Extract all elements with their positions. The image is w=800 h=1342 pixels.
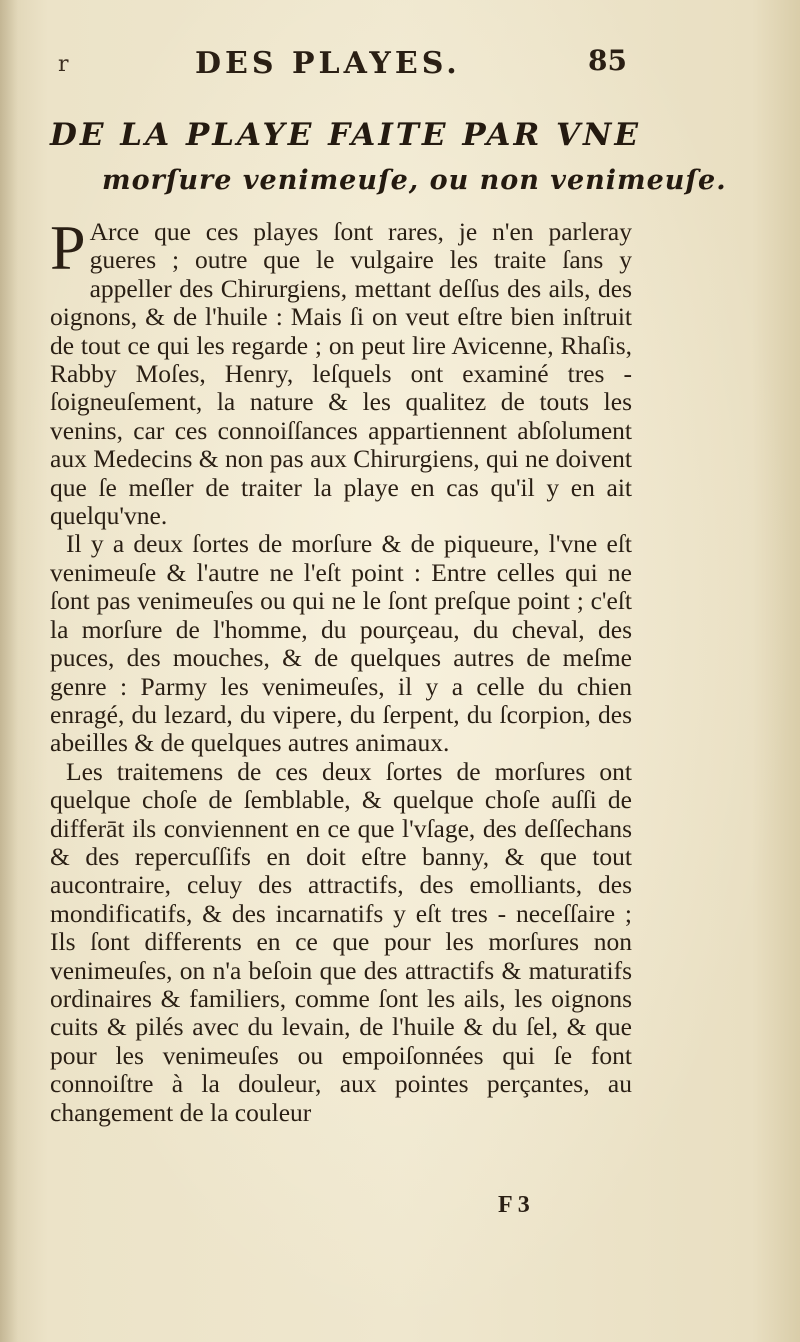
gutter-shadow	[0, 0, 18, 1342]
corner-mark: r	[58, 52, 69, 77]
chapter-title-line1: DE LA PLAYE FAITE PAR VNE	[50, 117, 642, 153]
page-number: 85	[588, 44, 627, 77]
chapter-title	[50, 112, 750, 204]
paragraph-3: Les traitemens de ces deux ſortes de morſures ont quelque choſe de ſemblable, & quelque choſe auſſi de differāt ils conviennent en ce que l'vſage, des deſſechans & des repercuſſifs en doit eſtre banny, & que tout aucontraire, celuy des attractifs, des emolliants, des mondificatifs, & des incarnatifs y eſt tres - neceſſaire ; Ils ſont differents en ce que pour les morſures non venimeuſes, on n'a beſoin que des attractifs & maturatifs ordinaires & familiers, comme ſont les ails, les oignons cuits & pilés avec du levain, de l'huile & du ſel, & que pour les venimeuſes ou empoiſonnées qui ſe font connoiſtre à la douleur, aux pointes perçantes, au changement de la couleur	[50, 756, 632, 1127]
running-head: DES PLAYES.	[195, 46, 461, 81]
paragraph-1	[50, 212, 632, 531]
paragraph-2: Il y a deux ſortes de morſure & de piqueure, l'vne eſt venimeuſe & l'autre ne l'eſt point : Entre celles qui ne ſont pas venimeuſes ou qui ne le ſont preſque point ; c'eſt la morſure de l'homme, du pourçeau, du cheval, des puces, des mouches, & de quelques autres de meſme genre : Parmy les venimeuſes, il y a celle du chien enragé, du lezard, du vipere, du ſerpent, du ſcorpion, des abeilles & de quelques autres animaux.	[50, 529, 632, 758]
signature-mark: F 3	[498, 1192, 530, 1218]
drop-cap: P	[50, 212, 86, 283]
paragraph-1-text: Arce que ces playes ſont rares, je n'en parleray gueres ; outre que le vulgaire les traite ſans y appeller des Chirurgiens, mettant deſſus des ails, des oignons, & de l'huile : Mais ſi on veut eſtre bien inſtruit de tout ce qui les regarde ; on peut lire Avicenne, Rhaſis, Rabby Moſes, Henry, leſquels ont examiné tres - ſoigneuſement, la nature & les qualitez de touts les venins, car ces connoiſſances appartiennent abſolument aux Medecins & non pas aux Chirurgiens, qui ne doivent que ſe meſler de traiter la playe en cas qu'il y en ait quelqu'vne.	[50, 217, 632, 531]
chapter-title-line2: morſure venimeuſe, ou non venimeuſe.	[102, 165, 727, 196]
body-text	[50, 212, 632, 1127]
